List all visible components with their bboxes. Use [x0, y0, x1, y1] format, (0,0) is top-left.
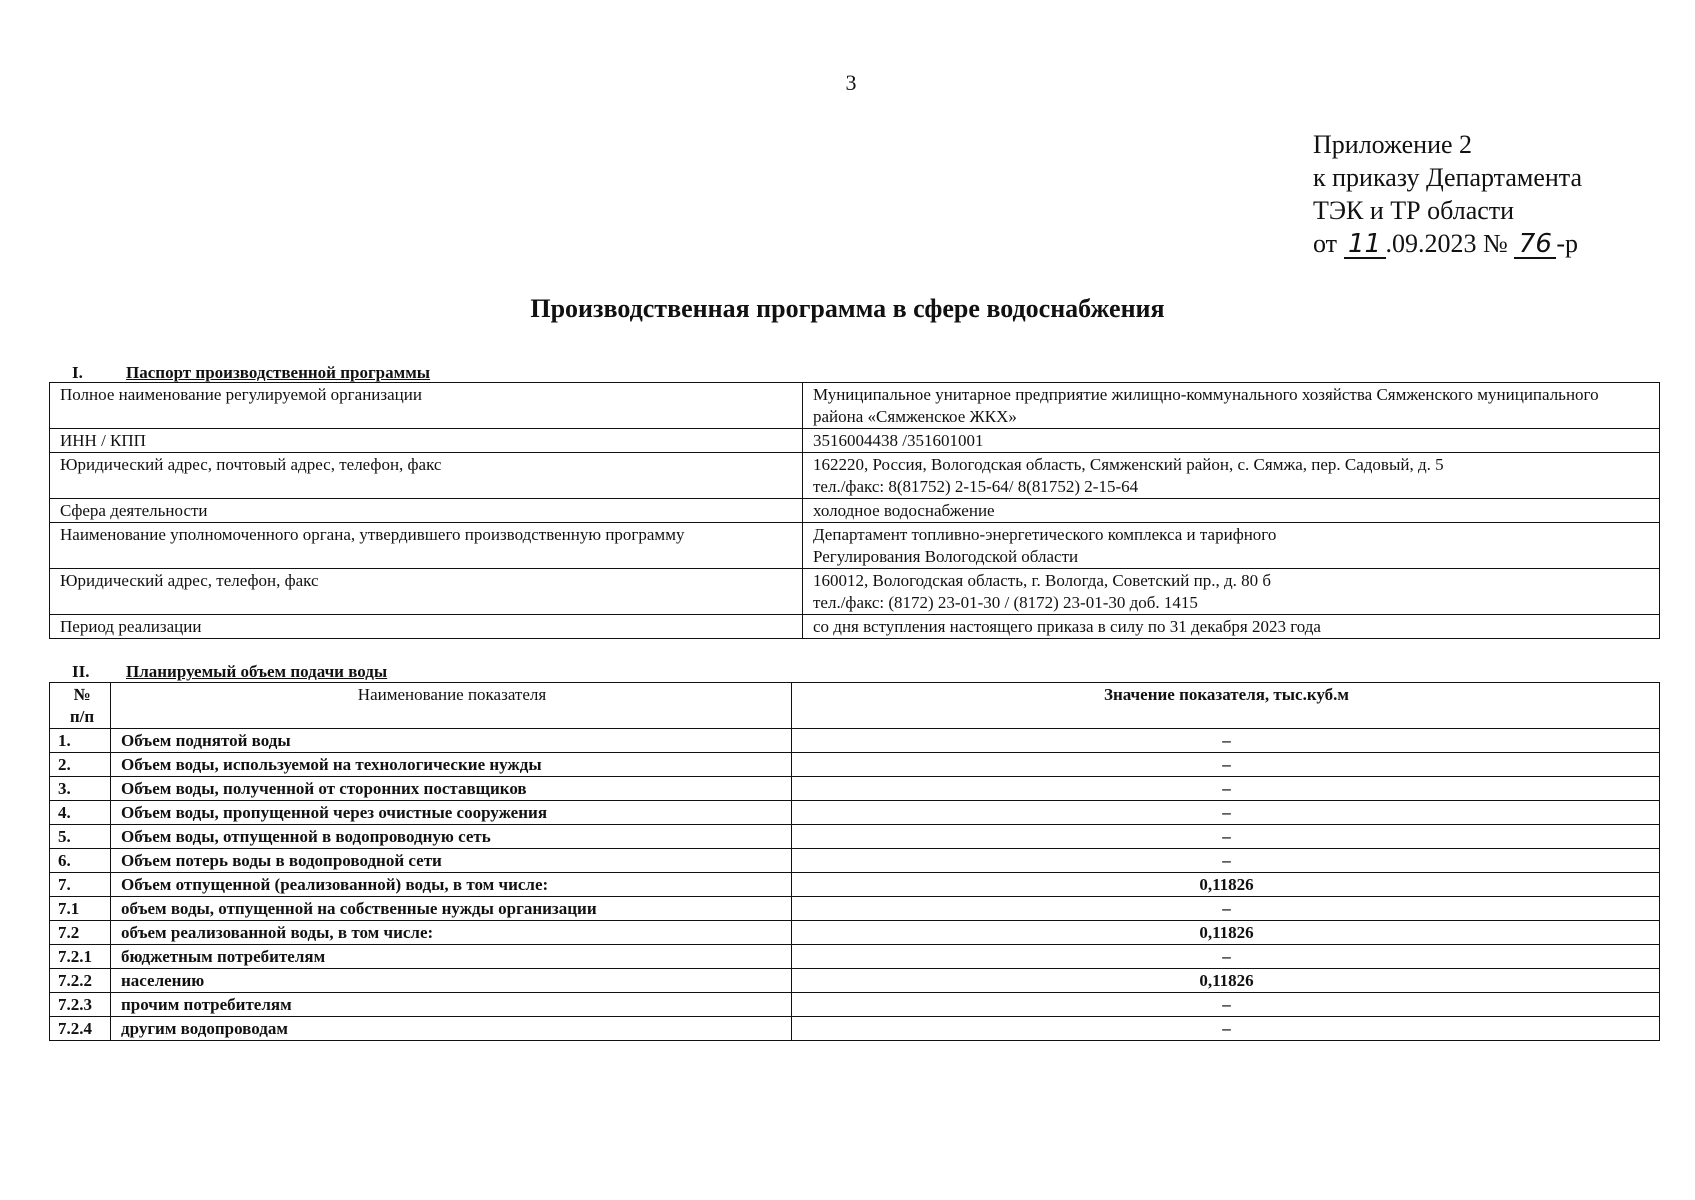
- passport-value: 3516004438 /351601001: [803, 429, 1660, 453]
- row-name: объем воды, отпущенной на собственные нужды организации: [111, 897, 792, 921]
- passport-row: [50, 499, 1660, 523]
- passport-row: [50, 615, 1660, 639]
- row-number: 7.1: [50, 897, 111, 921]
- column-header-name: Наименование показателя: [111, 683, 792, 729]
- row-value: –: [792, 1017, 1660, 1041]
- passport-value-line: Департамент топливно-энергетического комплекса и тарифного: [813, 525, 1277, 544]
- row-number: 7.2.2: [50, 969, 111, 993]
- passport-key: Юридический адрес, почтовый адрес, телефон, факс: [50, 453, 803, 499]
- header-number-line: №: [73, 685, 91, 704]
- row-value: 0,11826: [792, 873, 1660, 897]
- table-row: [50, 801, 1660, 825]
- row-name: бюджетным потребителям: [111, 945, 792, 969]
- row-value: –: [792, 993, 1660, 1017]
- order-suffix: -р: [1556, 229, 1579, 258]
- row-number: 5.: [50, 825, 111, 849]
- row-value: –: [792, 897, 1660, 921]
- section-2-heading: [72, 662, 387, 682]
- header-number-line: п/п: [69, 707, 95, 726]
- passport-value-line: 160012, Вологодская область, г. Вологда, Советский пр., д. 80 б: [813, 571, 1272, 590]
- row-value: –: [792, 825, 1660, 849]
- appendix-line-2: к приказу Департамента: [1313, 163, 1583, 192]
- table-row: [50, 777, 1660, 801]
- row-value: 0,11826: [792, 969, 1660, 993]
- document-title: Производственная программа в сфере водоснабжения: [530, 294, 1165, 323]
- row-name: Объем воды, пропущенной через очистные сооружения: [111, 801, 792, 825]
- passport-key: Наименование уполномоченного органа, утвердившего производственную программу: [50, 523, 803, 569]
- row-number: 3.: [50, 777, 111, 801]
- section-1-number: I.: [72, 363, 83, 382]
- table-header-row: [50, 683, 1660, 729]
- passport-row: [50, 453, 1660, 499]
- section-1-title: Паспорт производственной программы: [126, 363, 431, 382]
- section-1-heading: [72, 363, 430, 383]
- appendix-line-1: Приложение 2: [1313, 130, 1473, 159]
- row-number: 6.: [50, 849, 111, 873]
- row-name: Объем отпущенной (реализованной) воды, в том числе:: [111, 873, 792, 897]
- passport-value: [803, 453, 1660, 499]
- column-header-number: [50, 683, 111, 729]
- table-row: [50, 729, 1660, 753]
- passport-value: холодное водоснабжение: [803, 499, 1660, 523]
- handwritten-order-number: 76: [1514, 231, 1556, 259]
- row-value: 0,11826: [792, 921, 1660, 945]
- handwritten-day: 11: [1344, 231, 1386, 259]
- row-number: 7.: [50, 873, 111, 897]
- passport-key: Период реализации: [50, 615, 803, 639]
- row-value: –: [792, 729, 1660, 753]
- passport-value-line: Регулирования Вологодской области: [813, 547, 1079, 566]
- section-2-title: Планируемый объем подачи воды: [126, 662, 388, 681]
- passport-table: [49, 382, 1660, 639]
- table-row: [50, 873, 1660, 897]
- table-row: [50, 969, 1660, 993]
- row-number: 4.: [50, 801, 111, 825]
- row-name: Объем воды, отпущенной в водопроводную сеть: [111, 825, 792, 849]
- table-row: [50, 849, 1660, 873]
- table-row: [50, 753, 1660, 777]
- row-value: –: [792, 801, 1660, 825]
- page-number: 3: [845, 70, 857, 95]
- water-volume-table: [49, 682, 1660, 1041]
- passport-key: Полное наименование регулируемой организации: [50, 383, 803, 429]
- table-row: [50, 825, 1660, 849]
- table-row: [50, 921, 1660, 945]
- passport-value: [803, 569, 1660, 615]
- appendix-line-3: ТЭК и ТР области: [1313, 196, 1515, 225]
- row-name: населению: [111, 969, 792, 993]
- row-number: 7.2.3: [50, 993, 111, 1017]
- row-value: –: [792, 849, 1660, 873]
- row-number: 7.2.4: [50, 1017, 111, 1041]
- row-name: Объем поднятой воды: [111, 729, 792, 753]
- table-row: [50, 993, 1660, 1017]
- passport-row: [50, 383, 1660, 429]
- table-row: [50, 945, 1660, 969]
- column-header-value: Значение показателя, тыс.куб.м: [792, 683, 1660, 729]
- date-rest: .09.2023 №: [1385, 229, 1508, 258]
- passport-key: Юридический адрес, телефон, факс: [50, 569, 803, 615]
- row-name: другим водопроводам: [111, 1017, 792, 1041]
- row-number: 7.2: [50, 921, 111, 945]
- passport-row: [50, 429, 1660, 453]
- row-number: 7.2.1: [50, 945, 111, 969]
- passport-value-line: тел./факс: (8172) 23-01-30 / (8172) 23-01-30 доб. 1415: [813, 593, 1198, 612]
- passport-key: Сфера деятельности: [50, 499, 803, 523]
- date-prefix: от: [1313, 229, 1338, 258]
- row-value: –: [792, 753, 1660, 777]
- passport-value-line: тел./факс: 8(81752) 2-15-64/ 8(81752) 2-15-64: [813, 477, 1139, 496]
- row-name: прочим потребителям: [111, 993, 792, 1017]
- passport-row: [50, 523, 1660, 569]
- row-number: 1.: [50, 729, 111, 753]
- row-value: –: [792, 777, 1660, 801]
- passport-value: со дня вступления настоящего приказа в силу по 31 декабря 2023 года: [803, 615, 1660, 639]
- row-name: Объем воды, используемой на технологические нужды: [111, 753, 792, 777]
- row-name: Объем воды, полученной от сторонних поставщиков: [111, 777, 792, 801]
- row-number: 2.: [50, 753, 111, 777]
- table-row: [50, 1017, 1660, 1041]
- passport-value-line: 162220, Россия, Вологодская область, Сямженский район, с. Сямжа, пер. Садовый, д. 5: [813, 455, 1444, 474]
- row-name: Объем потерь воды в водопроводной сети: [111, 849, 792, 873]
- appendix-date-line: [1313, 227, 1582, 260]
- passport-key: ИНН / КПП: [50, 429, 803, 453]
- row-name: объем реализованной воды, в том числе:: [111, 921, 792, 945]
- table-row: [50, 897, 1660, 921]
- row-value: –: [792, 945, 1660, 969]
- section-2-number: II.: [72, 662, 90, 681]
- appendix-block: [1313, 128, 1582, 260]
- passport-row: [50, 569, 1660, 615]
- passport-value: [803, 523, 1660, 569]
- passport-value: Муниципальное унитарное предприятие жилищно-коммунального хозяйства Сямженского муниципального района «Сямженское ЖКХ»: [803, 383, 1660, 429]
